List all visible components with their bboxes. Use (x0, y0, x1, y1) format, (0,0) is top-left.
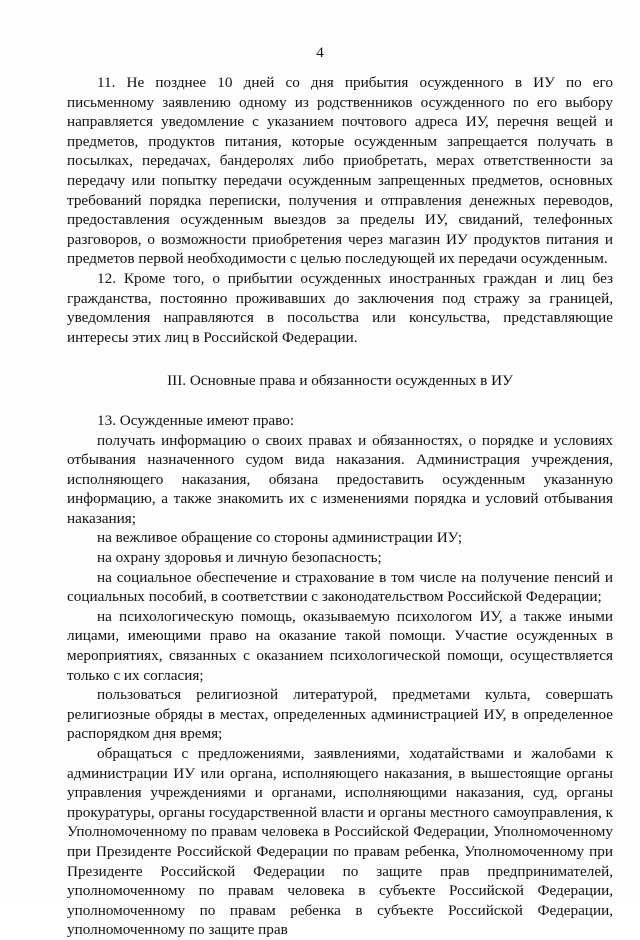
right-appeals: обращаться с предложениями, заявлениями, ходатайствами и жалобами к администрации ИУ или органа, исполняющего наказания, в вышестоящие органы управления учреждениями и органами, исполняющими наказания, суд, органы прокуратуры, органы государственной власти и органы местного самоуправления, к Уполномоченному по правам человека в Российской Федерации, Уполномоченному при Президенте Российской Федерации по правам ребенка, Уполномоченному при Президенте Российской Федерации по защите прав предпринимателей, уполномоченному по правам человека в субъекте Российской Федерации, уполномоченному по правам ребенка в субъекте Российской Федерации, уполномоченному по защите прав (67, 745, 613, 939)
paragraph-13-intro: 13. Осужденные имеют право: (97, 411, 295, 429)
document-body (67, 73, 613, 940)
right-polite-treatment: на вежливое обращение со стороны администрации ИУ; (97, 529, 463, 547)
page-number: 4 (316, 45, 324, 61)
section-heading: III. Основные права и обязанности осужденных в ИУ (167, 372, 513, 390)
right-religion: пользоваться религиозной литературой, предметами культа, совершать религиозные обряды в местах, определенных администрацией ИУ, в определенное распорядком дня время; (67, 686, 613, 743)
right-health-safety: на охрану здоровья и личную безопасность; (97, 549, 382, 567)
right-information: получать информацию о своих правах и обязанностях, о порядке и условиях отбывания назначенного судом вида наказания. Администрация учреждения, исполняющего наказания, обязана предоставить осужденным указанную информацию, а также знакомить их с изменениями порядка и условий отбывания наказания; (67, 431, 613, 527)
right-social-security: на социальное обеспечение и страхование в том числе на получение пенсий и социальных пособий, в соответствии с законодательством Российской Федерации; (67, 568, 613, 606)
paragraph-11: 11. Не позднее 10 дней со дня прибытия осужденного в ИУ по его письменному заявлению одному из родственников осужденного по его выбору направляется уведомление с указанием почтового адреса ИУ, перечня вещей и предметов, продуктов питания, которые осужденным запрещается получать в посылках, передачах, бандеролях либо приобретать, мерах ответственности за передачу или попытку передачи осужденным запрещенных предметов, основных требований порядка переписки, получения и отправления денежных переводов, предоставления осужденным выездов за пределы ИУ, свиданий, телефонных разговоров, о возможности приобретения через магазин ИУ продуктов питания и предметов первой необходимости с целью последующей их передачи осужденным. (67, 74, 613, 268)
paragraph-12: 12. Кроме того, о прибытии осужденных иностранных граждан и лиц без гражданства, постоянно проживавших до заключения под стражу за границей, уведомления направляются в посольства или консульства, представляющие интересы этих лиц в Российской Федерации. (67, 269, 613, 346)
right-psychological-help: на психологическую помощь, оказываемую психологом ИУ, а также иными лицами, имеющими право на оказание такой помощи. Участие осужденных в мероприятиях, связанных с оказанием психологической помощи, осуществляется только с их согласия; (67, 607, 613, 684)
